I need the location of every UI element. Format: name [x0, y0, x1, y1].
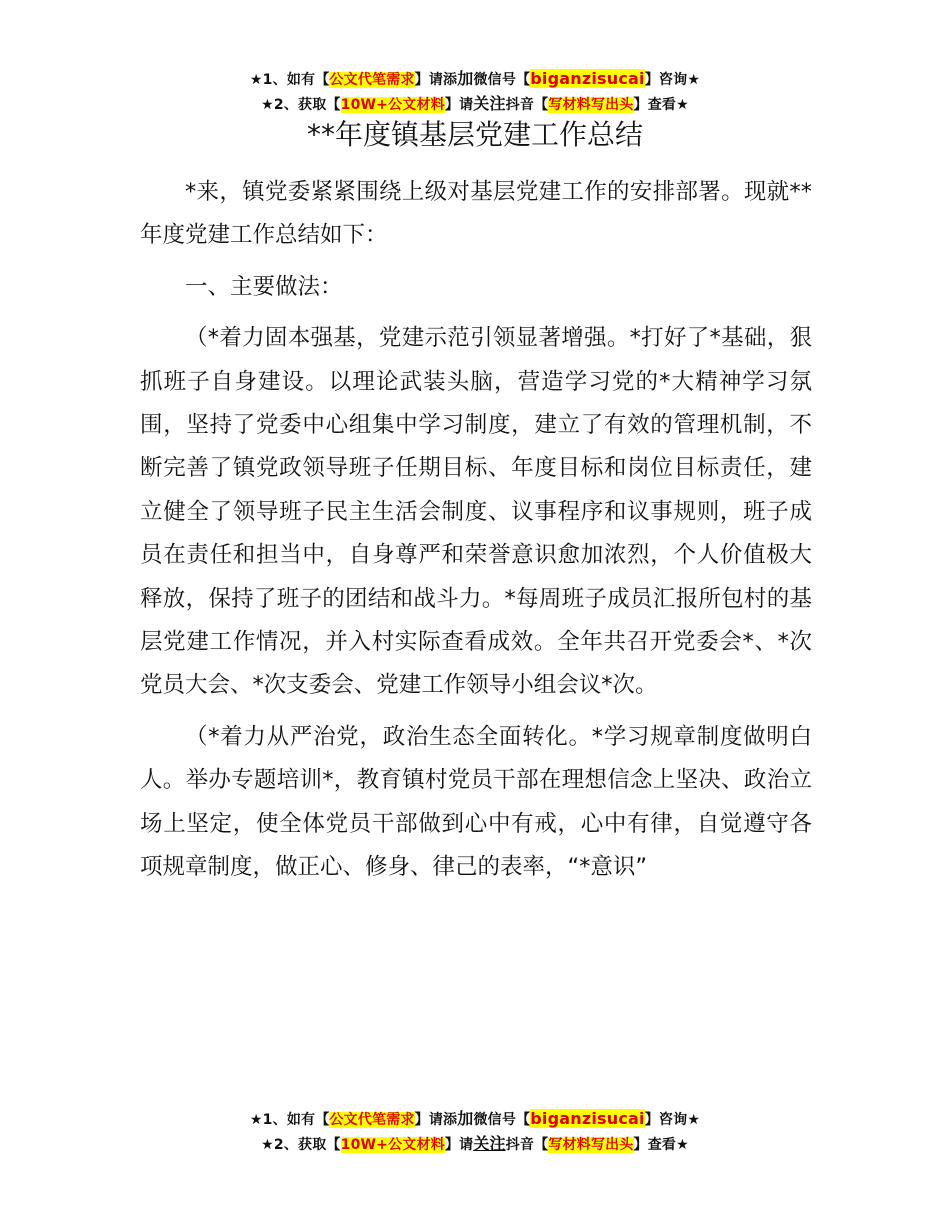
promo-line-1: ★1、如有【公文代笔需求】请添加微信号【biganzisucai】咨询★: [249, 1109, 701, 1128]
promo-line-2: ★2、获取【10W+公文材料】请关注抖音【写材料写出头】查看★: [261, 1134, 689, 1153]
promo-header: [0, 67, 950, 117]
highlight-wechat-id: biganzisucai: [530, 1109, 645, 1128]
highlight-materials: 10W+公文材料: [340, 1137, 445, 1153]
promo-line-1: ★1、如有【公文代笔需求】请添加微信号【biganzisucai】咨询★: [249, 69, 701, 88]
promo-footer: [0, 1107, 950, 1157]
document-body: [140, 171, 812, 898]
highlight-douyin: 写材料写出头: [548, 97, 634, 113]
paragraph-intro: *来，镇党委紧紧围绕上级对基层党建工作的安排部署。现就**年度党建工作总结如下：: [140, 179, 812, 249]
highlight-ghostwriting: 公文代笔需求: [329, 1112, 415, 1128]
section-heading: 一、主要做法：: [185, 273, 343, 300]
document-title: **年度镇基层党建工作总结: [306, 118, 643, 151]
highlight-wechat-id: biganzisucai: [530, 69, 645, 88]
highlight-ghostwriting: 公文代笔需求: [329, 72, 415, 88]
highlight-materials: 10W+公文材料: [340, 97, 445, 113]
highlight-douyin: 写材料写出头: [548, 1137, 634, 1153]
paragraph-foundation: （*着力固本强基，党建示范引领显著增强。*打好了*基础，狠抓班子自身建设。以理论武装头脑，营造学习党的*大精神学习氛围，坚持了党委中心组集中学习制度，建立了有效的管理机制，不断完善了镇党政领导班子任期目标、年度目标和岗位目标责任，建立健全了领导班子民主生活会制度、议事程序和议事规则，班子成员在责任和担当中，自身尊严和荣誉意识愈加浓烈，个人价值极大释放，保持了班子的团结和战斗力。*每周班子成员汇报所包村的基层党建工作情况，并入村实际查看成效。全年共召开党委会*、*次党员大会、*次支委会、党建工作领导小组会议*次。: [140, 325, 812, 699]
paragraph-governance: （*着力从严治党，政治生态全面转化。*学习规章制度做明白人。举办专题培训*，教育镇村党员干部在理想信念上坚决、政治立场上坚定，使全体党员干部做到心中有戒，心中有律，自觉遵守各项规章制度，做正心、修身、律己的表率，“*意识”: [140, 723, 812, 881]
promo-line-2: ★2、获取【10W+公文材料】请关注抖音【写材料写出头】查看★: [261, 94, 689, 113]
